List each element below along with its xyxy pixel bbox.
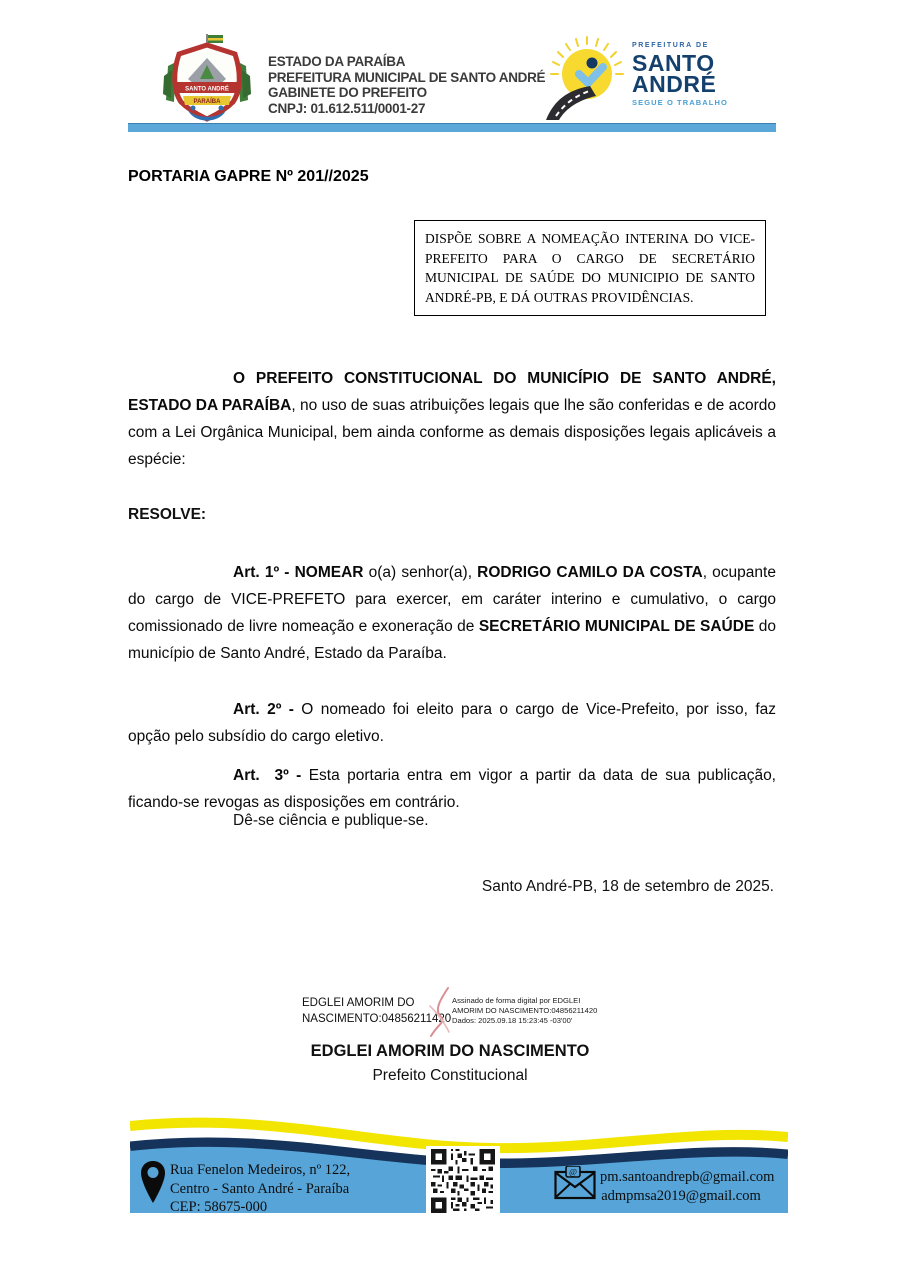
article-1-text-a: o(a) senhor(a), xyxy=(363,563,478,581)
digital-signature-flourish-icon xyxy=(426,986,452,1038)
article-3-label: Art. 3º - xyxy=(233,766,302,784)
article-1-text-b: , ocupante do cargo de VICE-PREFETO para exercer, em caráter interino e cumulativo, o cargo comissionado de livre nomeação e exoneração de xyxy=(128,563,776,635)
cert-detail-line1: Assinado de forma digital por EDGLEI xyxy=(452,996,581,1005)
city-brand-sun-road-icon xyxy=(546,36,628,120)
document-title: PORTARIA GAPRE Nº 201//2025 xyxy=(128,168,369,185)
digital-cert-details xyxy=(452,996,644,1027)
cert-detail-line3: Dados: 2025.09.18 15:23:45 -03'00' xyxy=(452,1016,573,1026)
svg-text:@: @ xyxy=(569,1166,577,1177)
digital-cert-subject: EDGLEI AMORIM DO NASCIMENTO:04856211420 xyxy=(302,997,452,1025)
appointee-name: RODRIGO CAMILO DA COSTA xyxy=(477,563,703,581)
address-city: Centro - Santo André - Paraíba xyxy=(170,1180,350,1197)
resolve-heading: RESOLVE: xyxy=(128,506,207,523)
municipal-coat-of-arms xyxy=(158,32,256,128)
preamble-rest: , no uso de suas atribuições legais que lhe são conferidas e de acordo com a Lei Orgânica Municipal, bem ainda conforme as demais disposições legais aplicáveis a espécie: xyxy=(128,396,777,468)
preamble-paragraph xyxy=(128,365,776,473)
brand-prefix: PREFEITURA DE xyxy=(632,42,709,49)
footer-address xyxy=(170,1161,350,1217)
brand-tagline: SEGUE O TRABALHO xyxy=(632,98,728,107)
crest-banner-top: SANTO ANDRÉ xyxy=(185,86,229,93)
article-1-label: Art. 1º - NOMEAR xyxy=(233,563,364,581)
cert-detail-line2: AMORIM DO NASCIMENTO:04856211420 xyxy=(452,1006,598,1016)
article-2-paragraph xyxy=(128,696,776,750)
brand-name-line2: ANDRÉ xyxy=(632,71,717,97)
article-1-paragraph xyxy=(128,559,776,667)
header-divider-rule xyxy=(128,123,776,132)
org-line-gabinete: GABINETE DO PREFEITO xyxy=(268,85,427,100)
city-brand-wordmark xyxy=(632,42,752,107)
header-org-block xyxy=(268,54,545,116)
epigraph-box xyxy=(414,220,766,316)
signatory-role: Prefeito Constitucional xyxy=(372,1067,528,1084)
location-pin-icon xyxy=(140,1160,166,1204)
closing-line: Dê-se ciência e publique-se. xyxy=(233,812,429,829)
address-street: Rua Fenelon Medeiros, nº 122, xyxy=(170,1162,351,1178)
email-primary: pm.santoandrepb@gmail.com xyxy=(600,1169,775,1185)
preamble-bold: O PREFEITO CONSTITUCIONAL DO MUNICÍPIO DE SANTO ANDRÉ, ESTADO DA PARAÍBA xyxy=(128,369,776,414)
epigraph-text: DISPÕE SOBRE A NOMEAÇÃO INTERINA DO VICE-PREFEITO PARA O CARGO DE SECRETÁRIO MUNICIPAL DE SAÚDE DO MUNICIPIO DE SANTO ANDRÉ-PB, E DÁ OUTRAS PROVIDÊNCIAS. xyxy=(425,231,755,305)
org-line-state: ESTADO DA PARAÍBA xyxy=(268,54,406,69)
article-2-text: O nomeado foi eleito para o cargo de Vice-Prefeito, por isso, faz opção pelo subsídio do cargo eletivo. xyxy=(128,700,776,745)
article-1-text-c: do município de Santo André, Estado da Paraíba. xyxy=(128,617,776,662)
org-line-prefeitura: PREFEITURA MUNICIPAL DE SANTO ANDRÉ xyxy=(268,69,546,85)
appointed-office: SECRETÁRIO MUNICIPAL DE SAÚDE xyxy=(478,617,755,635)
signatory-name: EDGLEI AMORIM DO NASCIMENTO xyxy=(310,1042,590,1060)
brand-name-line1: SANTO xyxy=(632,50,715,76)
org-line-cnpj: CNPJ: 01.612.511/0001-27 xyxy=(268,100,426,116)
qr-code xyxy=(426,1146,500,1216)
article-3-text: Esta portaria entra em vigor a partir da data de sua publicação, ficando-se revogas as disposições em contrário. xyxy=(128,766,776,811)
article-2-label: Art. 2º - xyxy=(233,700,294,718)
crest-banner-bottom: PARAÍBA xyxy=(193,99,221,105)
email-envelope-icon xyxy=(554,1166,598,1200)
qr-code-pattern xyxy=(431,1149,495,1213)
footer-emails xyxy=(600,1168,775,1205)
place-date-line: Santo André-PB, 18 de setembro de 2025. xyxy=(481,878,774,895)
article-3-paragraph xyxy=(128,762,776,816)
address-cep: CEP: 58675-000 xyxy=(170,1199,268,1215)
email-secondary: admpmsa2019@gmail.com xyxy=(601,1187,761,1204)
